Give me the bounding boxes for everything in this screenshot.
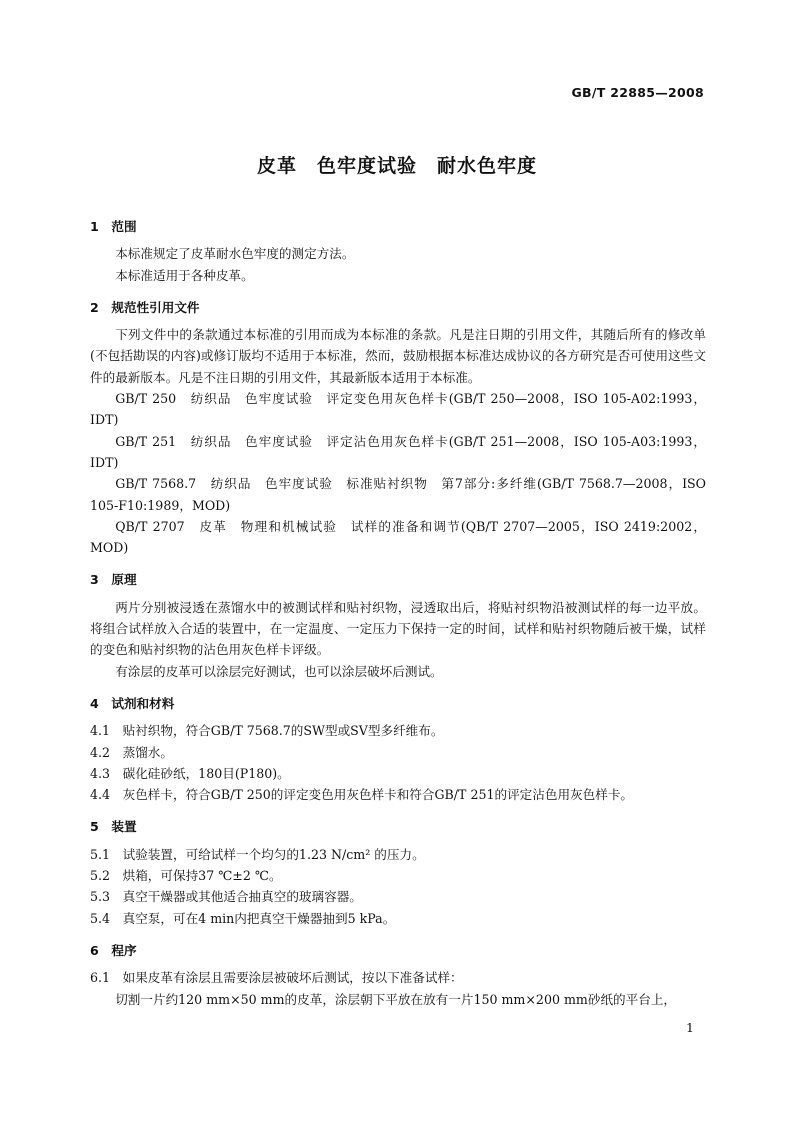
paragraph: 有涂层的皮革可以涂层完好测试，也可以涂层破坏后测试。 xyxy=(115,663,443,679)
paragraph: 下列文件中的条款通过本标准的引用而成为本标准的条款。凡是注日期的引用文件，其随后所有的修改单(不包括勘误的内容)或修订版均不适用于本标准，然而，鼓励根据本标准达成协议的各方研究是否可使用这些文件的最新版本。凡是不注日期的引用文件，其最新版本适用于本标准。 xyxy=(90,327,706,385)
list-item: 4.3 碳化硅砂纸，180目(P180)。 xyxy=(90,765,290,781)
list-item: 5.3 真空干燥器或其他适合抽真空的玻璃容器。 xyxy=(90,889,362,905)
reference-item: GB/T 7568.7 纺织品 色牢度试验 标准贴衬织物 第7部分:多纤维(GB/T 7568.7—2008，ISO 105-F10:1989，MOD) xyxy=(90,476,706,513)
section-principle xyxy=(90,569,706,681)
list-item: 6.1 如果皮革有涂层且需要涂层被破坏后测试，按以下准备试样： xyxy=(90,970,463,986)
reference-item: GB/T 250 纺织品 色牢度试验 评定变色用灰色样卡(GB/T 250—2008，ISO 105-A02:1993，IDT) xyxy=(90,391,706,428)
list-item: 4.1 贴衬织物，符合GB/T 7568.7的SW型或SV型多纤维布。 xyxy=(90,723,444,739)
section-scope xyxy=(90,216,706,286)
paragraph: 本标准规定了皮革耐水色牢度的测定方法。 xyxy=(115,246,355,262)
standard-number: GB/T 22885—2008 xyxy=(571,85,704,100)
document-title: 皮革 色牢度试验 耐水色牢度 xyxy=(256,155,537,177)
section-heading: 2 规范性引用文件 xyxy=(90,299,200,315)
reference-item: GB/T 251 纺织品 色牢度试验 评定沾色用灰色样卡(GB/T 251—2008，ISO 105-A03:1993，IDT) xyxy=(90,433,706,470)
paragraph: 本标准适用于各种皮革。 xyxy=(115,267,254,283)
paragraph: 两片分别被浸透在蒸馏水中的被测试样和贴衬织物，浸透取出后，将贴衬织物沿被测试样的每一边平放。将组合试样放入合适的装置中，在一定温度、一定压力下保持一定的时间，试样和贴衬织物随后被干燥，试样的变色和贴衬织物的沾色用灰色样卡评级。 xyxy=(90,599,706,658)
page-number: 1 xyxy=(686,1020,694,1035)
section-procedure xyxy=(90,940,706,1010)
section-heading: 3 原理 xyxy=(90,572,137,588)
section-reagents-materials xyxy=(90,693,706,805)
paragraph: 切割一片约120 mm×50 mm的皮革，涂层朝下平放在放有一片150 mm×200 mm砂纸的平台上， xyxy=(115,991,677,1007)
list-item: 5.4 真空泵，可在4 min内把真空干燥器抽到5 kPa。 xyxy=(90,910,396,926)
list-item: 5.1 试验装置，可给试样一个均匀的1.23 N/cm² 的压力。 xyxy=(90,846,425,862)
list-item: 4.4 灰色样卡，符合GB/T 250的评定变色用灰色样卡和符合GB/T 251的评定沾色用灰色样卡。 xyxy=(90,787,634,803)
list-item: 4.2 蒸馏水。 xyxy=(90,744,173,760)
section-heading: 6 程序 xyxy=(90,942,137,958)
section-heading: 1 范围 xyxy=(90,219,137,234)
section-heading: 5 装置 xyxy=(90,819,137,835)
reference-item: QB/T 2707 皮革 物理和机械试验 试样的准备和调节(QB/T 2707—2005，ISO 2419:2002，MOD) xyxy=(90,518,706,556)
section-apparatus xyxy=(90,816,706,928)
section-normative-references xyxy=(90,297,706,559)
document-body xyxy=(90,216,706,1010)
section-heading: 4 试剂和材料 xyxy=(90,695,175,711)
list-item: 5.2 烘箱，可保持37 ℃±2 ℃。 xyxy=(90,868,282,884)
